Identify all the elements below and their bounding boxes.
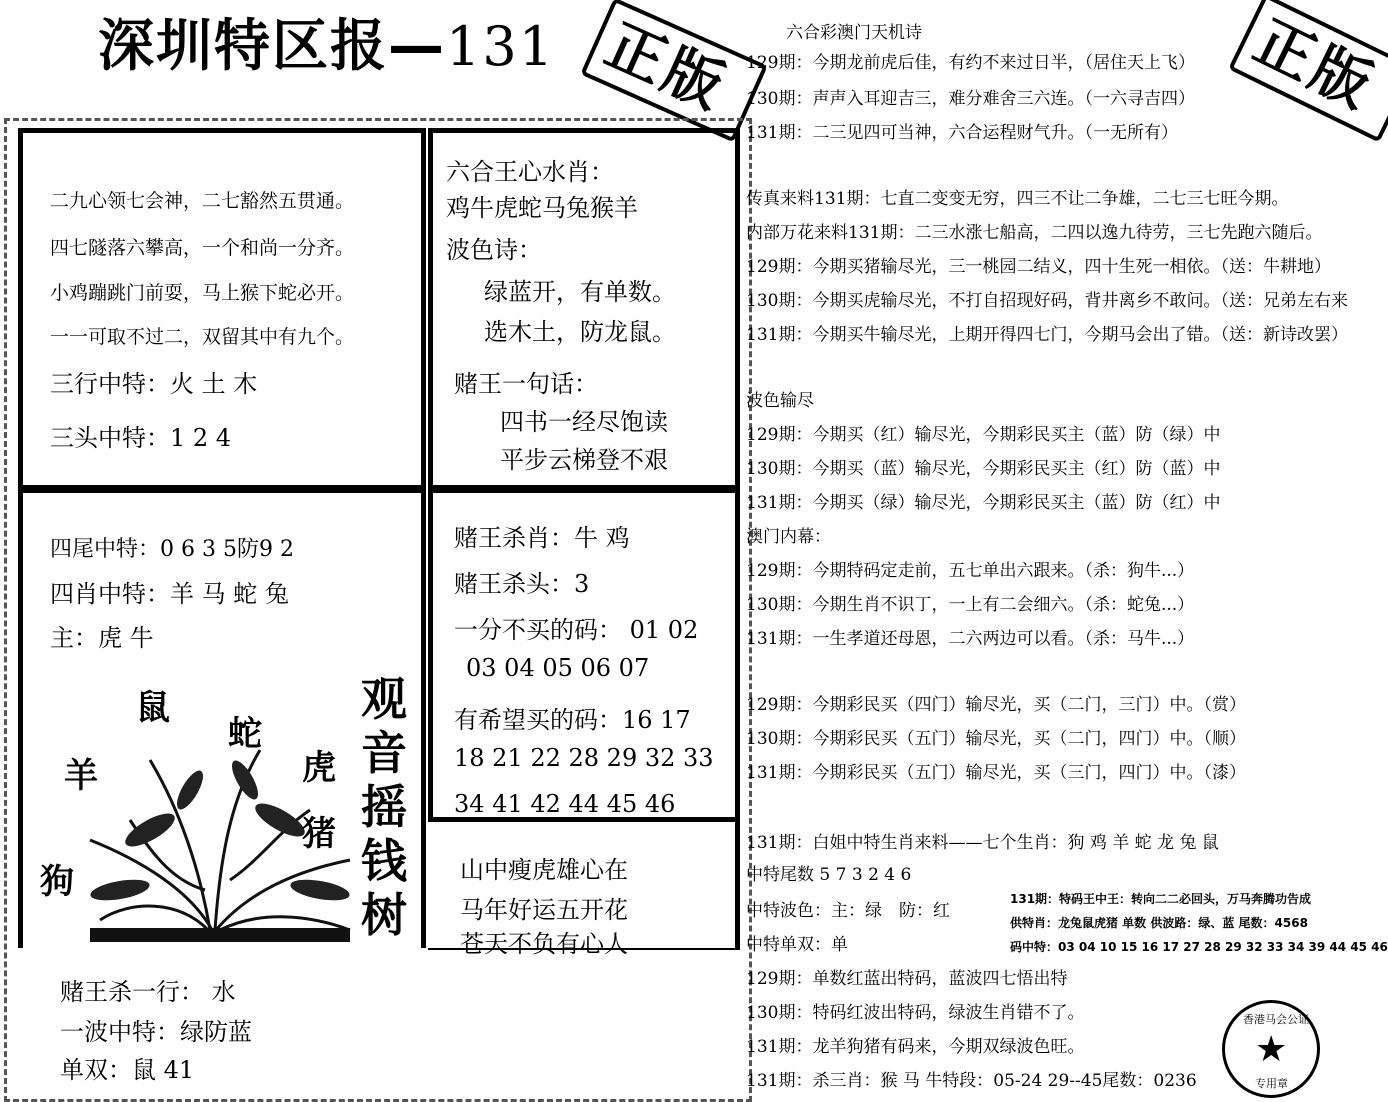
door-line: 131期：今期彩民买（五门）输尽光，买（三门，四门）中。（漆）: [746, 763, 1246, 783]
hope-buy-line: 有希望买的码：16 17: [454, 706, 691, 734]
odd-even-special-line: 中特单双：单: [746, 935, 848, 955]
zodiac-label: 羊: [64, 756, 98, 796]
plant-illustration: [30, 690, 410, 950]
verse-line: 苍天不负有心人: [460, 930, 628, 958]
door-line: 130期：今期彩民买（五门）输尽光，买（二门，四门）中。（顺）: [746, 729, 1246, 749]
macau-line: 131期：一生孝道还母恩，二六两边可以看。（杀：马牛...）: [746, 629, 1195, 649]
odd-even-line: 单双：鼠 41: [60, 1056, 195, 1084]
star-icon: ★: [1255, 1029, 1288, 1070]
poem-line: 四七隧落六攀高，一个和尚一分齐。: [50, 237, 355, 259]
zodiac-label: 蛇: [228, 714, 262, 754]
last-line: 130期：特码红波出特码，绿波生肖错不了。: [746, 1003, 1085, 1023]
hope-buy-numbers: 34 41 42 44 45 46: [454, 790, 676, 818]
door-line: 129期：今期彩民买（四门）输尽光，买（二门，三门）中。（赏）: [746, 695, 1246, 715]
siwei-line: 四尾中特：0 6 3 5防9 2: [50, 537, 294, 562]
wave-poem-line: 选木土，防龙鼠。: [484, 318, 676, 346]
right-poem-line: 129期：今期龙前虎后佳，有约不来过日半，（居住天上飞）: [746, 53, 1195, 73]
santou-line: 三头中特：1 2 4: [50, 424, 232, 452]
issue-number: 131: [446, 15, 556, 78]
genuine-stamp-left: 正版: [580, 0, 768, 143]
code-special-line: 码中特：03 04 10 15 16 17 27 28 29 32 33 34 39 44 45 46: [1010, 940, 1388, 954]
macau-line: 130期：今期生肖不识丁，一上有二会细六。（杀：蛇兔...）: [746, 595, 1195, 615]
zodiac-label: 鼠: [136, 688, 170, 728]
source-line: 传真来料131期：七直二变变无穷，四三不让二争雄，二七三七旺今期。: [746, 189, 1289, 209]
right-title: 六合彩澳门天机诗: [786, 23, 922, 43]
right-poem-line: 130期：声声入耳迎吉三，难分难舍三六连。（一六寻吉四）: [746, 89, 1195, 109]
heart-zodiac-heading: 六合王心水肖：: [446, 158, 614, 186]
verse-line: 马年好运五开花: [460, 896, 628, 924]
wave-lose-line: 131期：今期买（绿）输尽光，今期彩民买主（蓝）防（红）中: [746, 493, 1221, 513]
no-buy-numbers: 03 04 05 06 07: [466, 654, 650, 682]
zodiac-label: 狗: [40, 862, 74, 902]
saying-line: 四书一经尽饱读: [500, 408, 668, 436]
poem-line: 小鸡蹦跳门前耍，马上猴下蛇必开。: [50, 282, 355, 304]
last-line: 129期：单数红蓝出特码，蓝波四七悟出特: [746, 969, 1068, 989]
main-zodiac-line: 主：虎 牛: [50, 624, 154, 652]
code-king-line: 131期：特码王中王：转向二二必回头，万马奔腾功告成: [1010, 892, 1312, 906]
last-line: 131期：龙羊狗猪有码来，今期双绿波色旺。: [746, 1037, 1085, 1057]
right-poem-line: 131期：二三见四可当神，六合运程财气升。（一无所有）: [746, 123, 1178, 143]
macau-line: 129期：今期特码定走前，五七单出六跟来。（杀：狗牛...）: [746, 561, 1195, 581]
kill-element-line: 赌王杀一行： 水: [60, 978, 236, 1006]
saying-title: 赌王一句话：: [454, 370, 598, 398]
source-line: 129期：今期买猪输尽光，三一桃园二结义，四十生死一相依。（送：牛耕地）: [746, 257, 1331, 277]
wave-lose-title: 波色输尽: [746, 391, 814, 411]
heart-zodiac-list: 鸡牛虎蛇马兔猴羊: [446, 194, 638, 222]
title-text: 深圳特区报—: [98, 14, 446, 79]
saying-line: 平步云梯登不艰: [500, 446, 668, 474]
wave-poem-line: 绿蓝开，有单数。: [484, 278, 676, 306]
wave-lose-line: 129期：今期买（红）输尽光，今期彩民买主（蓝）防（绿）中: [746, 425, 1221, 445]
page-title: [98, 2, 555, 82]
zodiac-label: 猪: [302, 814, 336, 854]
verse-line: 山中瘦虎雄心在: [460, 856, 628, 884]
tail-number-line: 中特尾数 5 7 3 2 4 6: [746, 865, 912, 885]
macau-title: 澳门内幕：: [746, 527, 831, 547]
poem-line: 二九心领七会神，二七豁然五贯通。: [50, 190, 355, 212]
kill-zodiac-line: 赌王杀肖：牛 鸡: [454, 524, 630, 552]
vertical-title: 观音摇钱树: [361, 672, 407, 942]
sanxing-line: 三行中特：火 土 木: [50, 370, 258, 398]
last-line: 131期：杀三肖：猴 马 牛特段：05-24 29--45尾数：0236: [746, 1071, 1197, 1091]
source-line: 内部万花来料131期：二三水涨七船高，二四以逸九待劳，三七先跑六随后。: [746, 223, 1323, 243]
official-seal: [1222, 1000, 1320, 1098]
baigu-line: 131期：白姐中特生肖来料——七个生肖：狗 鸡 羊 蛇 龙 兔 鼠: [746, 833, 1219, 853]
wave-special-line: 一波中特：绿防蓝: [60, 1018, 252, 1046]
hope-buy-numbers: 18 21 22 28 29 32 33: [454, 744, 714, 772]
kill-head-line: 赌王杀头：3: [454, 570, 590, 598]
sixiao-line: 四肖中特：羊 马 蛇 兔: [50, 580, 289, 608]
no-buy-line: 一分不买的码： 01 02: [454, 616, 699, 644]
poem-line: 一一可取不过二，双留其中有九个。: [50, 326, 355, 348]
source-line: 131期：今期买牛输尽光，上期开得四七门，今期马会出了错。（送：新诗改罢）: [746, 325, 1348, 345]
wave-lose-line: 130期：今期买（蓝）输尽光，今期彩民买主（红）防（蓝）中: [746, 459, 1221, 479]
seal-bottom-text: 专用章: [1255, 1077, 1288, 1090]
wave-color-line: 中特波色：主：绿 防：红: [746, 901, 950, 921]
genuine-stamp-right: 正版: [1228, 0, 1388, 143]
supply-zodiac-line: 供特肖：龙兔鼠虎猪 单数 供波路：绿、蓝 尾数：4568: [1010, 916, 1308, 930]
zodiac-label: 虎: [302, 748, 336, 788]
wave-poem-title: 波色诗：: [446, 236, 542, 264]
seal-top-text: 香港马会公证: [1243, 1013, 1309, 1026]
source-line: 130期：今期买虎输尽光，不打自招现好码，背井离乡不敢问。（送：兄弟左右来: [746, 291, 1348, 311]
